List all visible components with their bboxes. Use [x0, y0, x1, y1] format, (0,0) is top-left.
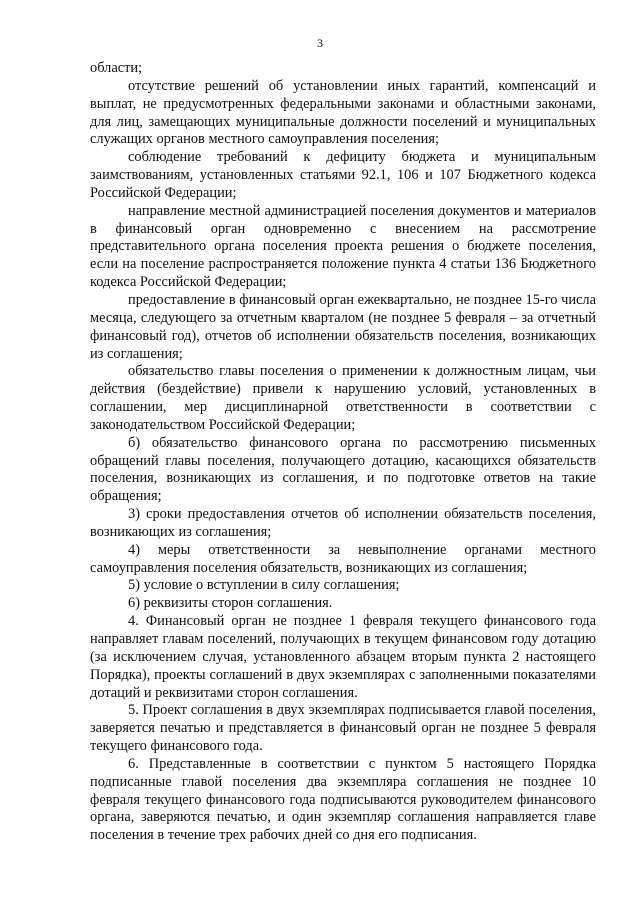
paragraph-quarterly-reports: предоставление в финансовый орган ежеквартально, не позднее 15-го числа месяца, следующего за отчетным кварталом (не позднее 5 февраля – за отчетный финансовый год), отчетов об исполнении обязательств поселения, возникающих из соглашения;: [90, 291, 596, 362]
paragraph-head-obligation: обязательство главы поселения о применении к должностным лицам, чьи действия (бездействие) привели к нарушению условий, установленных в соглашении, мер дисциплинарной ответственности в соответствии с законодательством Российской Федерации;: [90, 363, 596, 433]
paragraph-section-4: 4. Финансовый орган не позднее 1 февраля текущего финансового года направляет главам поселений, получающих в текущем финансовом году дотацию (за исключением случая, установленного абзацем вторым пункта 2 настоящего Порядка), проекты соглашений в двух экземплярах с заполненными показателями дотаций и реквизитами сторон соглашения.: [90, 613, 596, 701]
paragraph-item-4: 4) меры ответственности за невыполнение органами местного самоуправления поселения обязательств, возникающих из соглашения;: [90, 541, 596, 576]
paragraph-documents-submission: направление местной администрацией поселения документов и материалов в финансовый орган одновременно с внесением на рассмотрение представительного органа поселения проекта решения о бюджете поселения, если на поселение распространяется положение пункта 4 статьи 136 Бюджетного кодекса Российской Федерации;: [90, 202, 596, 291]
paragraph-finance-obligation: б) обязательство финансового органа по рассмотрению письменных обращений главы поселения, получающего дотацию, касающихся обязательств поселения, возникающих из соглашения, и по подготовке ответов на такие обращения;: [90, 434, 596, 505]
paragraph-section-5: 5. Проект соглашения в двух экземплярах подписывается главой поселения, заверяется печатью и представляется в финансовый орган не позднее 5 февраля текущего финансового года.: [90, 702, 596, 755]
document-body: [90, 60, 596, 845]
paragraph-continuation: области;: [90, 60, 143, 76]
paragraph-item-3: 3) сроки предоставления отчетов об исполнении обязательств поселения, возникающих из соглашения;: [90, 506, 596, 540]
paragraph-section-6: 6. Представленные в соответствии с пунктом 5 настоящего Порядка подписанные главой поселения два экземпляра соглашения не позднее 10 февраля текущего финансового года подписываются руководителем финансового органа, заверяются печатью, и один экземпляр соглашения направляется главе поселения в течение трех рабочих дней со дня его подписания.: [90, 755, 596, 844]
page-number: 3: [317, 36, 323, 50]
paragraph-item-5: 5) условие о вступлении в силу соглашения;: [128, 577, 400, 594]
paragraph-guarantees: отсутствие решений об установлении иных гарантий, компенсаций и выплат, не предусмотренных федеральными законами и областными законами, для лиц, замещающих муниципальные должности поселений и муниципальных служащих органов местного самоуправления поселения;: [90, 77, 596, 148]
paragraph-item-6: 6) реквизиты сторон соглашения.: [128, 595, 333, 612]
paragraph-deficit-requirements: соблюдение требований к дефициту бюджета и муниципальным заимствованиям, установленных статьями 92.1, 106 и 107 Бюджетного кодекса Российской Федерации;: [90, 149, 596, 201]
